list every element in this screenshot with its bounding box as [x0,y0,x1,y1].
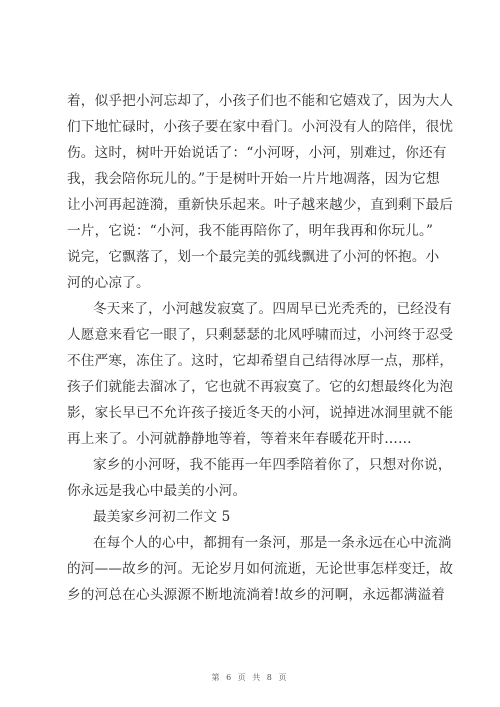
paragraph-line: 们下地忙碌时，小孩子要在家中看门。小河没有人的陪伴，很忧 [67,119,454,135]
paragraph-line: 冬天来了，小河越发寂寞了。四周早已光秃秃的，已经没有 [93,301,452,317]
paragraph-line: 孩子们就能去溜冰了，它也就不再寂寞了。它的幻想最终化为泡 [67,379,454,395]
paragraph-line: 着，似乎把小河忘却了，小孩子们也不能和它嬉戏了，因为大人 [67,93,454,109]
section-heading: 最美家乡河初二作文 5 [93,509,231,525]
paragraph-line: 的河——故乡的河。无论岁月如何流逝，无论世事怎样变迁，故 [67,561,454,577]
paragraph-line: 河的心凉了。 [67,275,150,291]
paragraph-line: 让小河再起涟漪，重新快乐起来。叶子越来越少，直到剩下最后 [67,197,454,213]
paragraph-line: 家乡的小河呀，我不能再一年四季陪着你了，只想对你说， [93,457,452,473]
paragraph-line: 不住严寒，冻住了。这时，它却希望自己结得冰厚一点，那样， [67,353,454,369]
paragraph-line: 我，我会陪你玩儿的。”于是树叶开始一片片地凋落，因为它想 [67,171,440,187]
paragraph-line: 再上来了。小河就静静地等着，等着来年春暖花开时…… [67,431,412,447]
paragraph-line: 影，家长早已不允许孩子接近冬天的小河，说掉进冰洞里就不能 [67,405,454,421]
paragraph-line: 你永远是我心中最美的小河。 [67,483,247,499]
paragraph-line: 乡的河总在心头源源不断地流淌着!故乡的河啊，永远都满溢着 [67,587,446,603]
page-number-footer: 第 6 页 共 8 页 [211,673,289,682]
paragraph-line: 人愿意来看它一眼了，只剩瑟瑟的北风呼啸而过，小河终于忍受 [67,327,454,343]
paragraph-line: 伤。这时，树叶开始说话了：“小河呀，小河，别难过，你还有 [67,145,447,161]
paragraph-line: 在每个人的心中，都拥有一条河，那是一条永远在心中流淌 [93,535,452,551]
paragraph-line: 说完，它飘落了，划一个最完美的弧线飘进了小河的怀抱。小 [67,249,440,265]
paragraph-line: 一片，它说：“小河，我不能再陪你了，明年我再和你玩儿。” [67,223,434,239]
